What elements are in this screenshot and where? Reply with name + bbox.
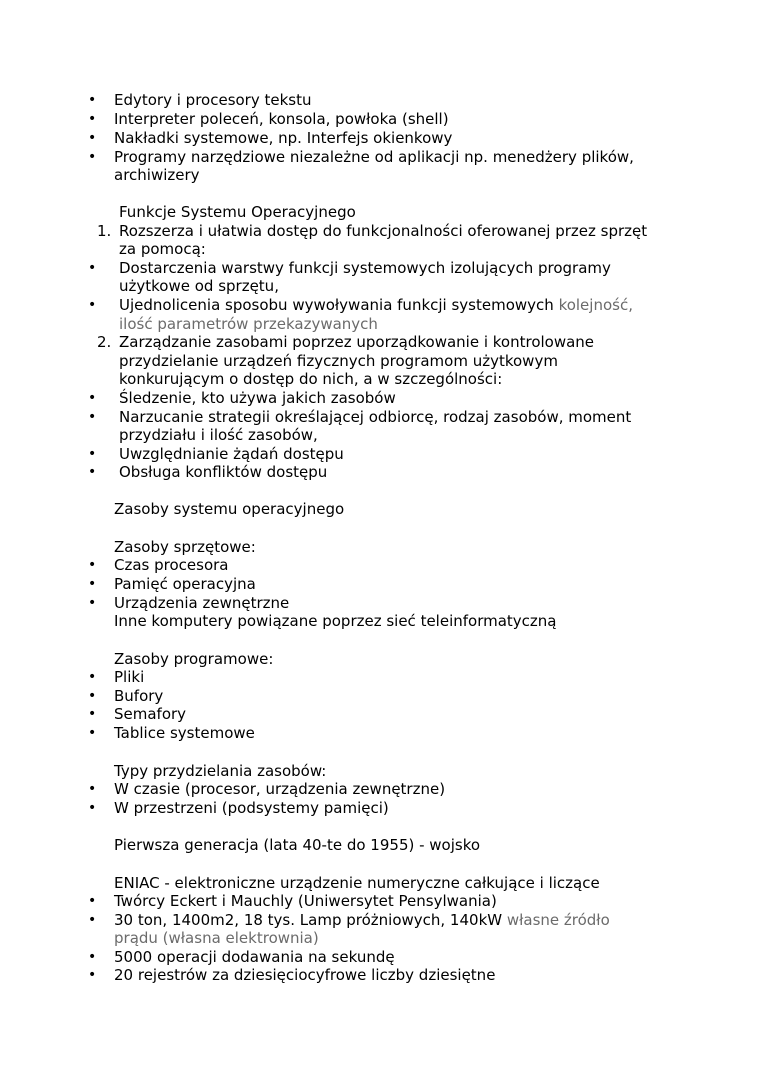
list-item	[0, 966, 760, 985]
list-item-continuation	[0, 426, 760, 445]
list-item-text: Programy narzędziowe niezależne od aplikacji np. menedżery plików,	[114, 148, 634, 166]
list-item	[0, 705, 760, 724]
list-item	[0, 129, 760, 148]
list-item	[0, 668, 760, 687]
hardware-extra: Inne komputery powiązane poprzez sieć teleinformatyczną	[114, 612, 557, 630]
list-item-text-muted: kolejność,	[558, 296, 633, 314]
list-item-text: Bufory	[114, 687, 164, 705]
bullet-marker: •	[88, 949, 97, 965]
bullet-marker: •	[88, 111, 97, 127]
list-item-text: Pamięć operacyjna	[114, 575, 256, 593]
bullet-marker: •	[88, 576, 97, 592]
list-item-text: Tablice systemowe	[114, 724, 255, 742]
list-item-continuation	[0, 929, 760, 948]
numbered-item	[0, 333, 760, 352]
list-item	[0, 687, 760, 706]
numbered-item-text: Zarządzanie zasobami poprzez uporządkowanie i kontrolowane	[119, 333, 595, 351]
list-item-continuation	[0, 277, 760, 296]
list-item-text: archiwizery	[114, 166, 200, 184]
list-item-text: W czasie (procesor, urządzenia zewnętrzne)	[114, 780, 446, 798]
list-item	[0, 259, 760, 278]
list-item-text: Urządzenia zewnętrzne	[114, 594, 290, 612]
list-item-text-main: Ujednolicenia sposobu wywoływania funkcji systemowych	[119, 296, 559, 314]
list-item	[0, 780, 760, 799]
list-item-text: 20 rejestrów za dziesięciocyfrowe liczby dziesiętne	[114, 966, 496, 984]
list-item	[0, 445, 760, 464]
list-item-continuation	[0, 315, 760, 334]
list-item-text: W przestrzeni (podsystemy pamięci)	[114, 799, 389, 817]
list-item-text: Semafory	[114, 705, 187, 723]
list-item-text-main: 30 ton, 1400m2, 18 tys. Lamp próżniowych, 140kW	[114, 911, 507, 929]
bullet-marker: •	[88, 446, 97, 462]
list-item	[0, 463, 760, 482]
list-item-text: Dostarczenia warstwy funkcji systemowych izolujących programy	[119, 259, 611, 277]
bullet-marker: •	[88, 464, 97, 480]
bullet-marker: •	[88, 390, 97, 406]
list-item	[0, 148, 760, 167]
numbered-item-text: przydzielanie urządzeń fizycznych programom użytkowym	[119, 352, 558, 370]
number-marker: 2.	[97, 333, 112, 351]
list-item	[0, 594, 760, 613]
list-item-text: Czas procesora	[114, 556, 229, 574]
list-item-text-muted: ilość parametrów przekazywanych	[119, 315, 378, 333]
list-item-text: Obsługa konfliktów dostępu	[119, 463, 328, 481]
list-item	[0, 389, 760, 408]
list-item-text: Twórcy Eckert i Mauchly (Uniwersytet Pensylwania)	[114, 892, 497, 910]
section-heading	[0, 874, 760, 893]
list-item-text: Pliki	[114, 668, 145, 686]
bullet-marker: •	[88, 781, 97, 797]
list-item	[0, 110, 760, 129]
bullet-marker: •	[88, 800, 97, 816]
paragraph	[0, 836, 760, 855]
list-item-text-muted: prądu (własna elektrownia)	[114, 929, 319, 947]
list-item-text: Edytory i procesory tekstu	[114, 91, 312, 109]
bullet-marker: •	[88, 130, 97, 146]
bullet-marker: •	[88, 260, 97, 276]
list-item-text: 5000 operacji dodawania na sekundę	[114, 948, 395, 966]
bullet-marker: •	[88, 893, 97, 909]
functions-heading: Funkcje Systemu Operacyjnego	[119, 203, 356, 221]
allocation-heading: Typy przydzielania zasobów:	[114, 762, 327, 780]
list-item-text	[119, 296, 633, 315]
bullet-marker: •	[88, 706, 97, 722]
numbered-item-text: konkurującym o dostęp do nich, a w szczególności:	[119, 370, 503, 388]
bullet-marker: •	[88, 912, 97, 928]
list-item-text-muted: własne źródło	[506, 911, 610, 929]
list-item	[0, 91, 760, 110]
list-item	[0, 948, 760, 967]
bullet-marker: •	[88, 669, 97, 685]
list-item-continuation	[0, 166, 760, 185]
list-item-text: Narzucanie strategii określającej odbiorcę, rodzaj zasobów, moment	[119, 408, 632, 426]
section-heading	[0, 500, 760, 519]
list-item-text: Interpreter poleceń, konsola, powłoka (shell)	[114, 110, 449, 128]
bullet-marker: •	[88, 409, 97, 425]
numbered-item-continuation	[0, 240, 760, 259]
list-item	[0, 892, 760, 911]
list-item	[0, 296, 760, 315]
section-heading	[0, 762, 760, 781]
number-marker: 1.	[97, 222, 112, 240]
list-item-text: Śledzenie, kto używa jakich zasobów	[119, 389, 396, 407]
list-item-text: użytkowe od sprzętu,	[119, 277, 279, 295]
generation-text: Pierwsza generacja (lata 40-te do 1955) - wojsko	[114, 836, 481, 854]
hardware-heading: Zasoby sprzętowe:	[114, 538, 256, 556]
bullet-marker: •	[88, 595, 97, 611]
list-item	[0, 724, 760, 743]
section-heading	[0, 203, 760, 222]
bullet-marker: •	[88, 725, 97, 741]
paragraph	[0, 612, 760, 631]
numbered-item-continuation	[0, 370, 760, 389]
bullet-marker: •	[88, 92, 97, 108]
eniac-heading: ENIAC - elektroniczne urządzenie numeryczne całkujące i liczące	[114, 874, 600, 892]
list-item	[0, 799, 760, 818]
list-item	[0, 556, 760, 575]
list-item-text	[114, 911, 610, 930]
section-heading	[0, 538, 760, 557]
software-heading: Zasoby programowe:	[114, 650, 274, 668]
numbered-item	[0, 222, 760, 241]
list-item	[0, 408, 760, 427]
list-item-text: Nakładki systemowe, np. Interfejs okienkowy	[114, 129, 453, 147]
list-item	[0, 911, 760, 930]
bullet-marker: •	[88, 149, 97, 165]
section-heading	[0, 650, 760, 669]
list-item-text: przydziału i ilość zasobów,	[119, 426, 318, 444]
numbered-item-text: Rozszerza i ułatwia dostęp do funkcjonalności oferowanej przez sprzęt	[119, 222, 648, 240]
numbered-item-continuation	[0, 352, 760, 371]
bullet-marker: •	[88, 688, 97, 704]
bullet-marker: •	[88, 557, 97, 573]
resources-heading: Zasoby systemu operacyjnego	[114, 500, 345, 518]
list-item	[0, 575, 760, 594]
numbered-item-text: za pomocą:	[119, 240, 206, 258]
bullet-marker: •	[88, 967, 97, 983]
list-item-text: Uwzględnianie żądań dostępu	[119, 445, 344, 463]
bullet-marker: •	[88, 297, 97, 313]
